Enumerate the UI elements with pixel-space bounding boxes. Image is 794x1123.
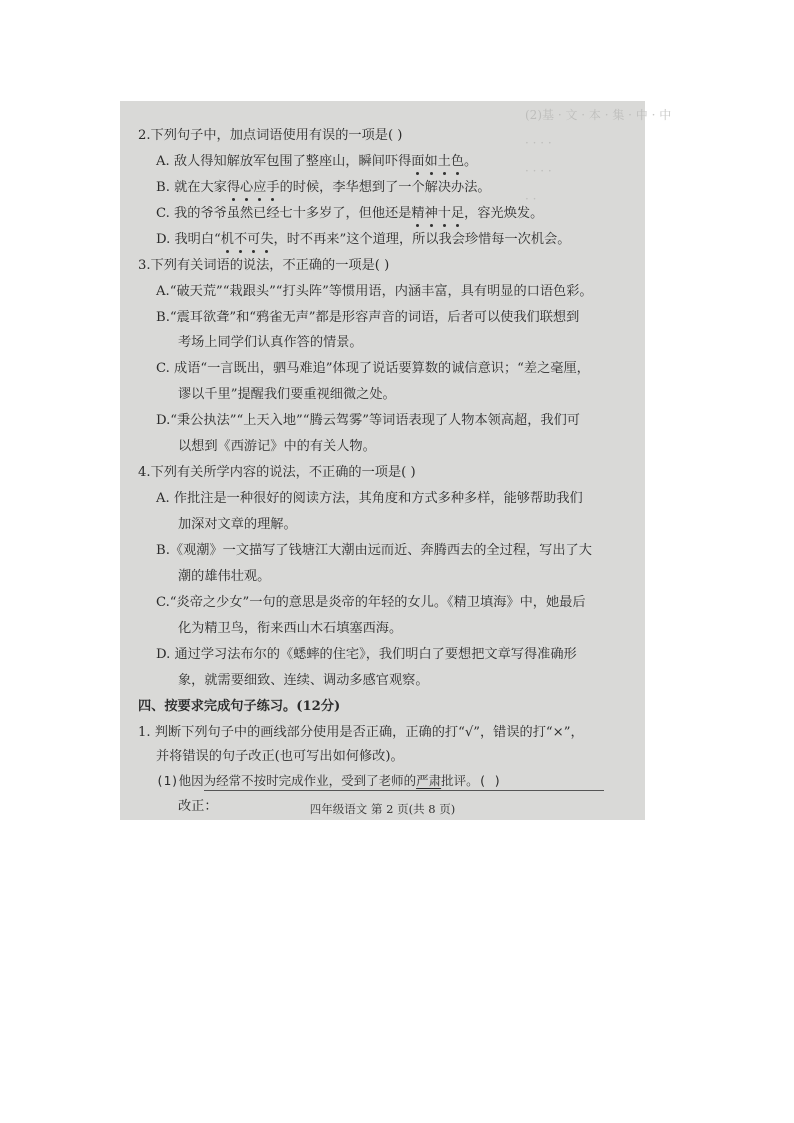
q4-stem: 4.下列有关所学内容的说法，不正确的一项是( ) [138,465,416,480]
q2-option-b [156,179,491,197]
q2-d-end: ，时不再来”这个道理，所以我会珍惜每一次机会。 [273,232,571,247]
dotted-char: 面 [411,154,425,169]
dotted-char: 不 [233,232,248,247]
dotted-char: 如 [424,154,438,169]
q4-option-c-line2: 化为精卫鸟，衔来西山木石填塞西海。 [178,621,403,636]
correction-answer-line[interactable] [204,790,604,791]
dotted-char: 足 [450,206,465,221]
dotted-char: 色 [450,154,465,169]
q4-option-a-line1: A. 作批注是一种很好的阅读方法，其角度和方式多种多样，能够帮助我们 [156,491,583,506]
section-4-item-1 [156,772,501,790]
q3-option-b-line1: B.“震耳欲聋”和“鸦雀无声”都是形容声音的词语，后者可以使我们联想到 [156,310,580,325]
q2-c-text: C. 我的爷爷虽然已经七十多岁了，但他还是 [156,206,412,221]
dotted-char: 心 [240,180,254,195]
dotted-char: 得 [226,180,241,195]
q2-option-d [156,231,570,249]
q3-option-c-line2: 谬以千里”提醒我们要重视细微之处。 [178,387,396,402]
q2-d-dotted-word [221,232,274,247]
q2-c-end: ，容光焕发。 [464,206,544,221]
item-1-end: 批评。( ) [441,773,502,788]
bleed-through-text: (2)基 · 文 · 本 · 集 · 中 · 中 · · · · · · · · · · [525,108,672,206]
q3-option-d-line2: 以想到《西游记》中的有关人物。 [178,439,376,454]
q2-b-dotted-word [227,180,280,195]
q4-option-c-line1: C.“炎帝之少女”一句的意思是炎帝的年轻的女儿。《精卫填海》中，她最后 [156,595,586,610]
item-1-text: (1)他因为经常不按时完成作业，受到了老师的 [156,773,417,788]
exam-page-photo [120,101,672,820]
q2-b-end: 的时候，李华想到了一个解决办法。 [279,180,491,195]
q3-option-d-line1: D.“秉公执法”“上天入地”“腾云驾雾”等词语表现了人物本领高超，我们可 [156,413,580,428]
q2-stem: 2.下列句子中，加点词语使用有误的一项是( ) [138,128,403,143]
q4-option-b-line2: 潮的雄伟壮观。 [178,569,271,584]
dotted-char: 可 [247,232,261,247]
q3-stem: 3.下列有关词语的说法，不正确的一项是( ) [138,258,390,273]
q2-a-end: 。 [464,154,478,169]
dotted-char: 应 [253,180,267,195]
q2-d-text: D. 我明白“ [156,232,221,247]
q2-a-dotted-word [411,154,464,169]
dotted-char: 十 [437,206,451,221]
section-4-title: 四、按要求完成句子练习。(12分) [138,699,341,714]
q3-option-c-line1: C. 成语“一言既出，驷马难追”体现了说话要算数的诚信意识；“差之毫厘， [156,361,590,376]
dotted-char: 神 [424,206,438,221]
section-4-instruction-line2: 并将错误的句子改正(也可写出如何修改)。 [156,749,404,764]
q4-option-d-line2: 象，就需要细致、连续、调动多感官观察。 [178,673,429,688]
section-4-instruction-line1: 1. 判断下列句子中的画线部分使用是否正确，正确的打“√”，错误的打“×”， [138,725,584,740]
q3-option-b-line2: 考场上同学们认真作答的情景。 [178,335,363,350]
q2-option-c [156,205,543,223]
dotted-char: 手 [266,180,280,195]
correction-label: 改正： [178,799,218,814]
q2-option-a [156,153,477,171]
dotted-char: 精 [411,206,425,221]
dotted-char: 土 [437,154,451,169]
dotted-char: 机 [220,232,234,247]
q2-a-text: A. 敌人得知解放军包围了整座山，瞬间吓得 [156,154,412,169]
q2-b-text: B. 就在大家 [156,180,227,195]
q4-option-a-line2: 加深对文章的理解。 [178,517,297,532]
q3-option-a: A.“破天荒”“栽跟头”“打头阵”等惯用语，内涵丰富，具有明显的口语色彩。 [156,284,593,299]
q2-c-dotted-word [411,206,464,221]
q4-option-b-line1: B.《观潮》一文描写了钱塘江大潮由远而近、奔腾西去的全过程，写出了大 [156,543,592,558]
item-1-underlined-word: 严肃 [416,773,442,788]
page-footer: 四年级语文 第 2 页(共 8 页) [309,802,456,816]
dotted-char: 失 [260,232,274,247]
q4-option-d-line1: D. 通过学习法布尔的《蟋蟀的住宅》，我们明白了要想把文章写得准确形 [156,647,577,662]
